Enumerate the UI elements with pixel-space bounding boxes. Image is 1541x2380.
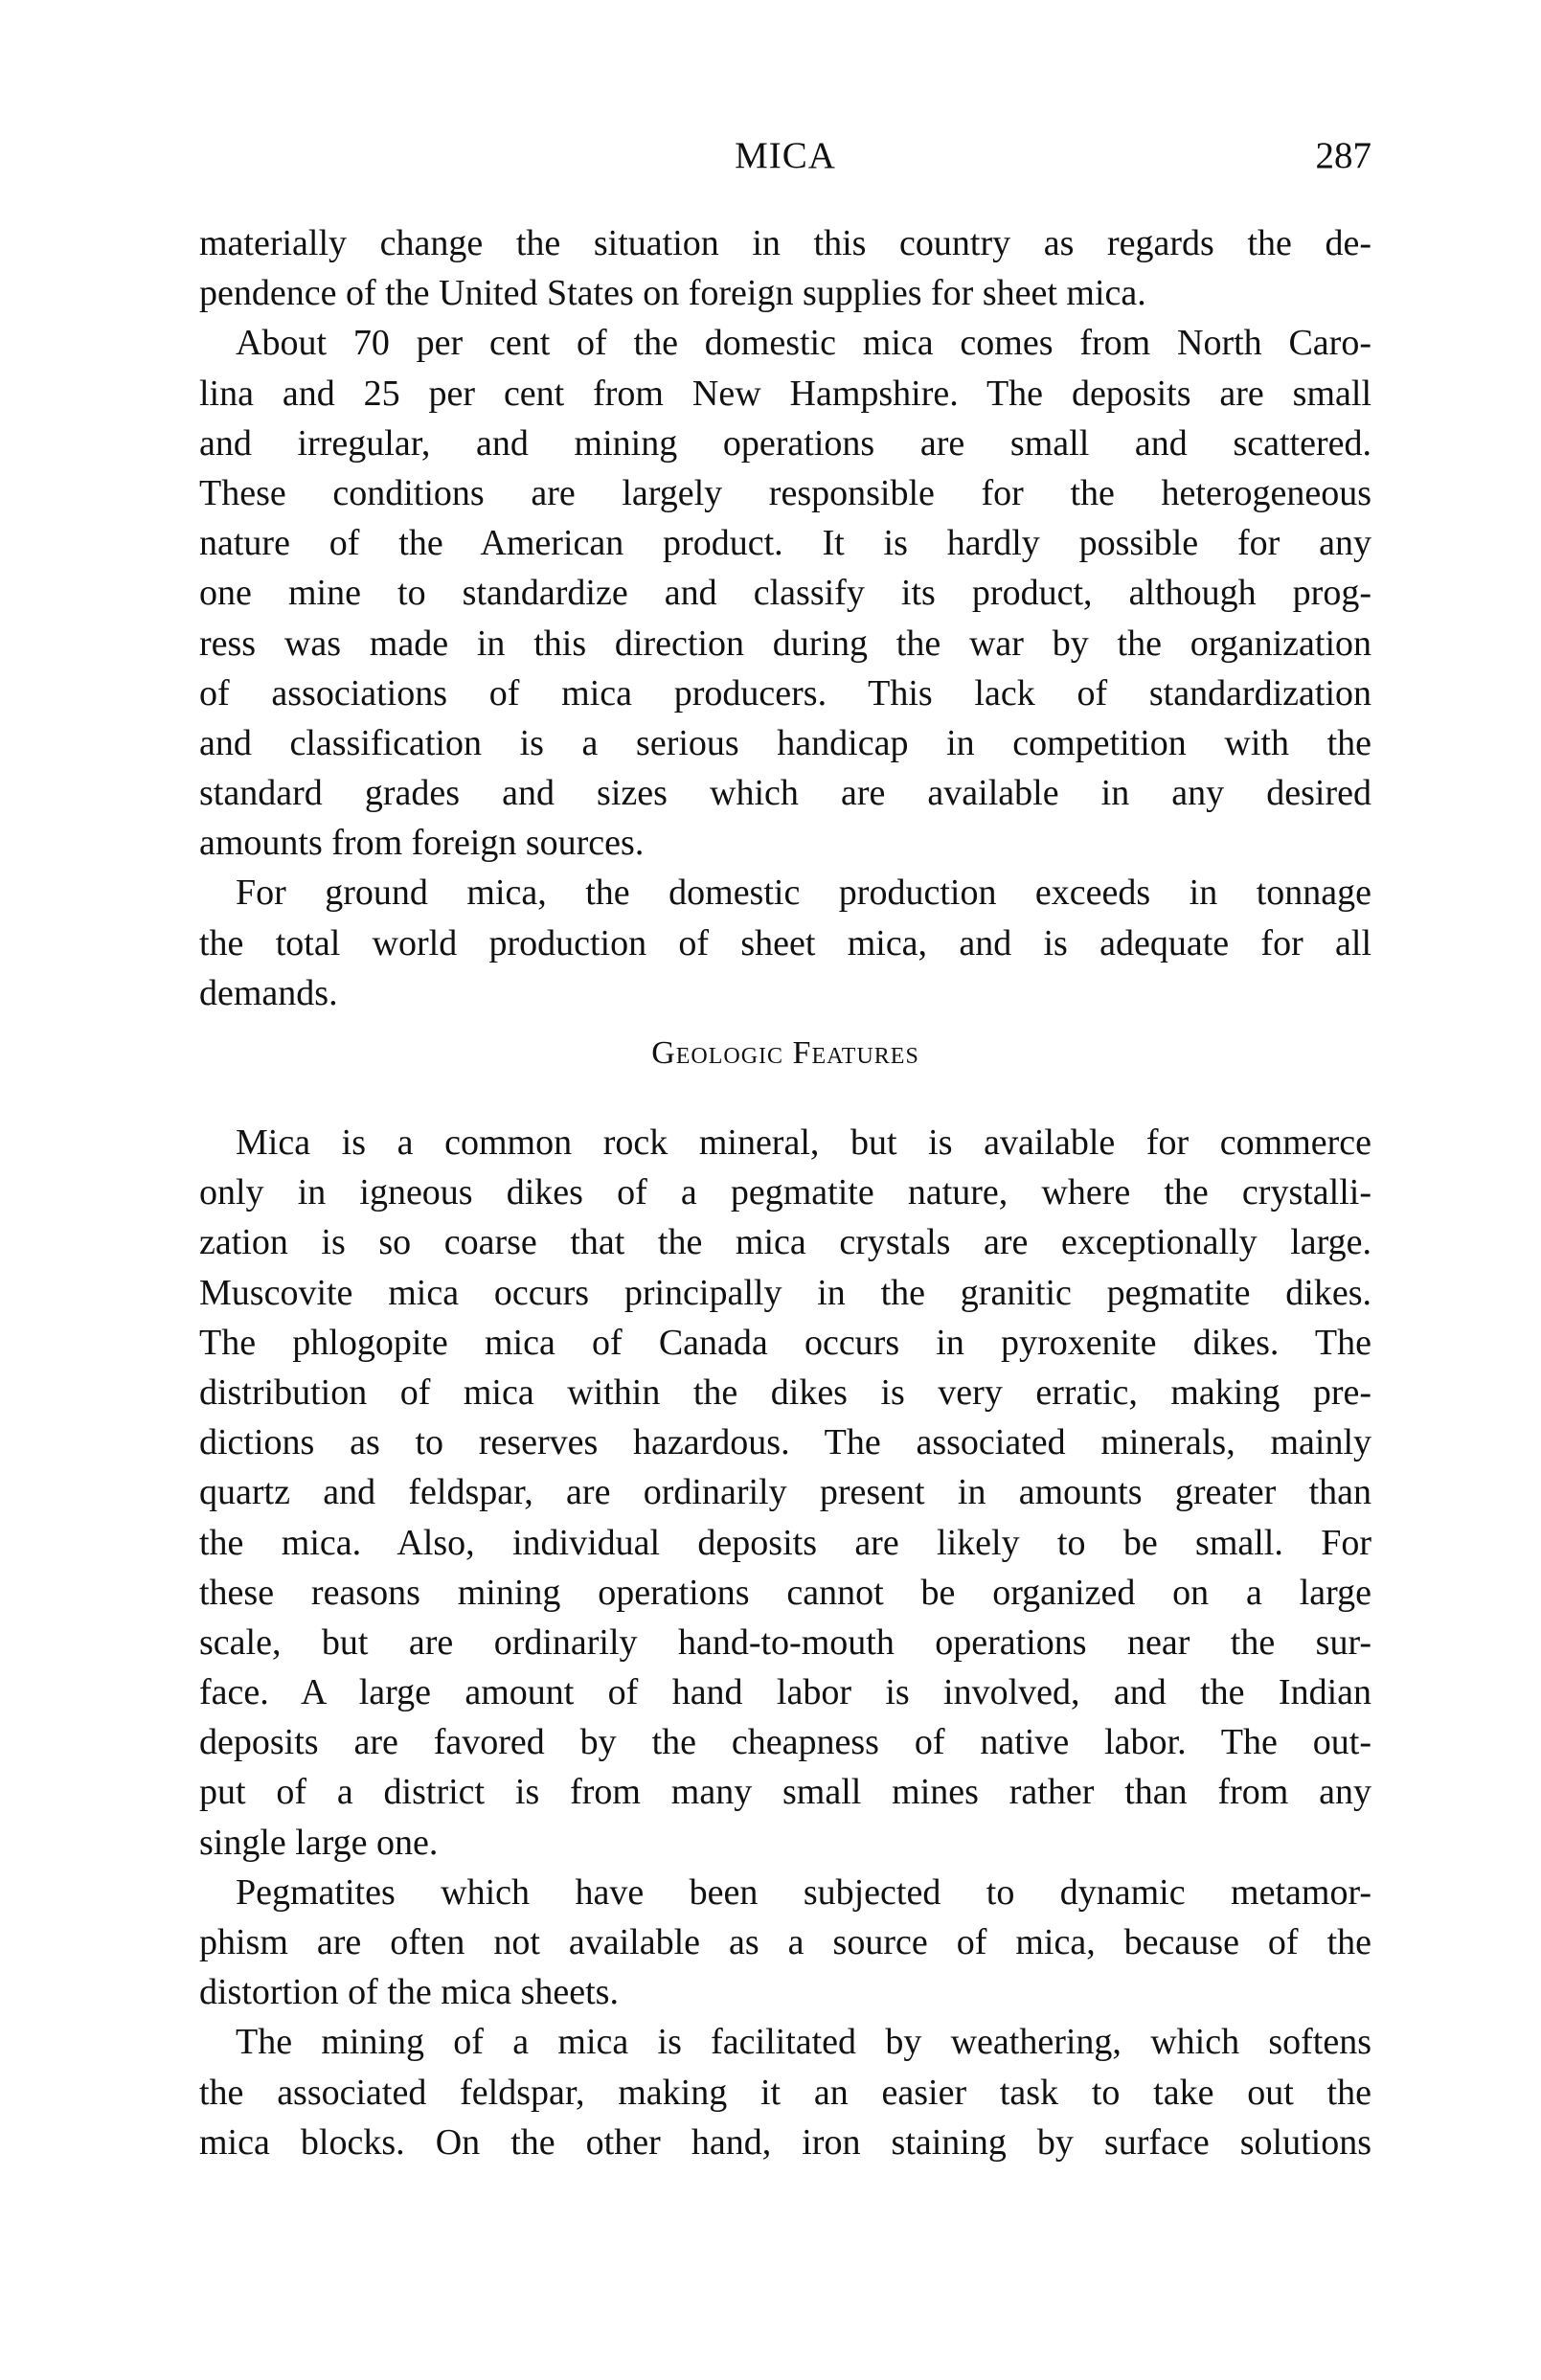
text-line: and irregular, and mining operations are small and scattered. [199,422,1371,464]
text-line: Pegmatites which have been subjected to dynamic metamor- [236,1871,1371,1913]
paragraph [199,1868,1371,2018]
text-line: the associated feldspar, making it an easier task to take out the [199,2072,1371,2113]
text-line: lina and 25 per cent from New Hampshire. The deposits are small [199,373,1371,414]
text-line: and classification is a serious handicap in competition with the [199,722,1371,763]
text-line: materially change the situation in this country as regards the de- [199,223,1371,263]
text-line: dictions as to reserves hazardous. The associated minerals, mainly [199,1422,1371,1463]
text-line: these reasons mining operations cannot be organized on a large [199,1572,1371,1613]
section-heading: Geologic Features [651,1035,919,1071]
text-line: nature of the American product. It is hardly possible for any [199,523,1371,564]
text-line: single large one. [199,1822,439,1863]
text-line: put of a district is from many small mines rather than from any [199,1772,1371,1813]
paragraph [199,218,1371,318]
text-line: About 70 per cent of the domestic mica comes from North Caro- [236,323,1371,364]
running-title: MICA [735,135,836,176]
text-line: mica blocks. On the other hand, iron staining by surface solutions [199,2121,1371,2163]
paragraph [199,868,1371,1018]
text-line: These conditions are largely responsible for the heterogeneous [199,472,1371,513]
text-line: quartz and feldspar, are ordinarily present in amounts greater than [199,1472,1371,1513]
text-line: the mica. Also, individual deposits are likely to be small. For [199,1522,1371,1563]
text-line: only in igneous dikes of a pegmatite nature, where the crystalli- [199,1172,1371,1213]
text-line: deposits are favored by the cheapness of native labor. The out- [199,1722,1371,1763]
text-line: distribution of mica within the dikes is very erratic, making pre- [199,1371,1371,1413]
text-line: zation is so coarse that the mica crystals are exceptionally large. [199,1222,1371,1263]
text-line: distortion of the mica sheets. [199,1972,619,2013]
running-head [199,134,1371,182]
text-line: phism are often not available as a source of mica, because of the [199,1922,1371,1962]
text-line: Mica is a common rock mineral, but is available for commerce [236,1122,1371,1163]
text-line: the total world production of sheet mica, and is adequate for all [199,922,1371,963]
text-line: one mine to standardize and classify its product, although prog- [199,573,1371,614]
paragraph [199,1118,1371,1868]
text-line: standard grades and sizes which are available in any desired [199,773,1371,814]
text-line: The phlogopite mica of Canada occurs in pyroxenite dikes. The [199,1322,1371,1363]
text-line: amounts from foreign sources. [199,823,645,864]
text-line: ress was made in this direction during the war by the organization [199,623,1371,664]
text-line: pendence of the United States on foreign supplies for sheet mica. [199,273,1146,314]
text-line: scale, but are ordinarily hand-to-mouth operations near the sur- [199,1621,1371,1663]
paragraph [199,2017,1371,2167]
text-line: face. A large amount of hand labor is involved, and the Indian [199,1672,1371,1713]
page-body [199,218,1371,2167]
text-line: The mining of a mica is facilitated by weathering, which softens [236,2022,1371,2063]
paragraph [199,318,1371,868]
text-line: of associations of mica producers. This lack of standardization [199,672,1371,714]
text-line: For ground mica, the domestic production exceeds in tonnage [236,873,1371,914]
text-line: demands. [199,972,338,1013]
text-line: Muscovite mica occurs principally in the granitic pegmatite dikes. [199,1272,1371,1313]
page-number: 287 [1315,135,1371,176]
